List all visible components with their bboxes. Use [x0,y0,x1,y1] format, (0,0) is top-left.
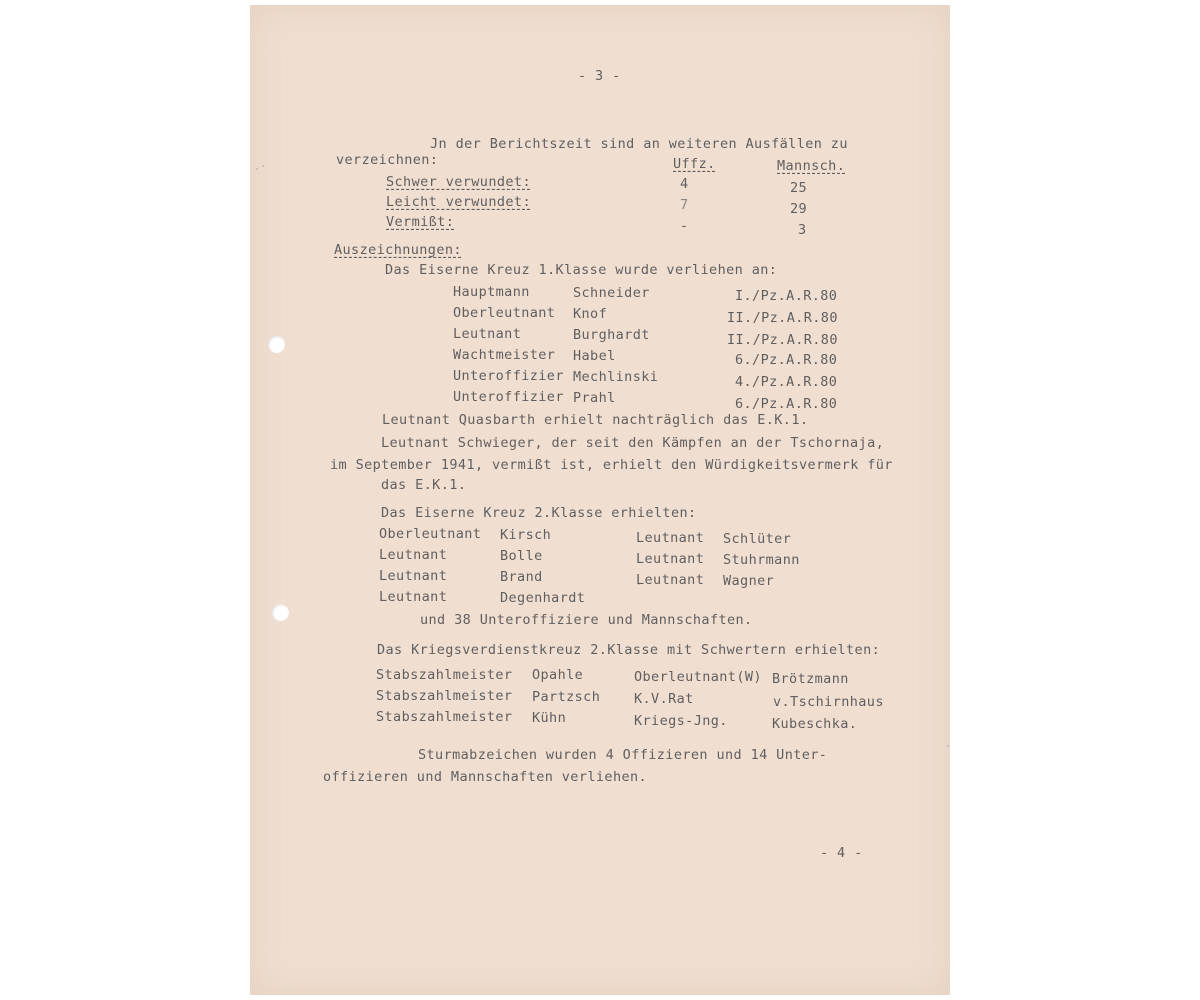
ek2-name: Bolle [500,548,543,564]
ek1-unit: 4./Pz.A.R.80 [735,374,838,390]
ek1-rank: Wachtmeister [453,347,556,363]
ek1-unit: 6./Pz.A.R.80 [735,352,838,368]
ek1-name: Knof [573,306,608,322]
ek2-name: Schlüter [723,531,792,547]
ek2-footer: und 38 Unteroffiziere und Mannschaften. [420,612,753,628]
ek1-note-schwieger-1: Leutnant Schwieger, der seit den Kämpfen an der Tschornaja, [381,435,885,451]
ek1-unit: 6./Pz.A.R.80 [735,396,838,412]
ek1-note-schwieger-3: das E.K.1. [381,477,467,493]
losses-uffz: - [680,218,689,234]
paper-speck [256,168,258,170]
losses-mannsch: 29 [790,201,808,217]
ek2-name: Wagner [723,573,775,589]
kvk2-rank-left: Stabszahlmeister [376,667,513,683]
ek1-rank: Unteroffizier [453,389,564,405]
kvk2-rank-right: Oberleutnant(W) [634,669,762,685]
sturm-line-1: Sturmabzeichen wurden 4 Offizieren und 14 Unter- [418,747,828,763]
losses-header-uffz: Uffz. [673,156,716,172]
ek2-rank: Leutnant [636,551,705,567]
kvk2-rank-left: Stabszahlmeister [376,688,513,704]
ek1-rank: Leutnant [453,326,522,342]
ek2-rank: Leutnant [636,572,705,588]
ek1-rank: Hauptmann [453,284,530,300]
ek2-rank: Oberleutnant [379,526,482,542]
losses-label: Leicht verwundet: [386,194,531,210]
next-page-marker: - 4 - [820,845,863,861]
ek1-name: Burghardt [573,327,650,343]
paper-speck [947,745,949,747]
ek2-name: Brand [500,569,543,585]
intro-line-1: Jn der Berichtszeit sind an weiteren Ausfällen zu [430,136,848,152]
punch-hole-top [268,336,285,353]
document-page [250,5,950,995]
ek2-rank: Leutnant [379,589,448,605]
losses-mannsch: 3 [798,222,807,238]
losses-uffz: 7 [680,197,689,213]
kvk2-rank-right: Kriegs-Jng. [634,713,728,729]
ek1-unit: II./Pz.A.R.80 [727,310,838,326]
intro-line-2: verzeichnen: [336,152,439,168]
losses-label: Schwer verwundet: [386,174,531,190]
kvk2-name-left: Opahle [532,667,584,683]
ek2-name: Kirsch [500,527,552,543]
paper-speck [262,165,264,167]
kvk2-name-right: Brötzmann [772,671,849,687]
kvk2-name-right: v.Tschirnhaus [773,694,884,710]
losses-uffz: 4 [680,176,689,192]
ek2-rank: Leutnant [636,530,705,546]
ek2-name: Degenhardt [500,590,586,606]
ek1-name: Prahl [573,390,616,406]
page-number: - 3 - [578,68,621,84]
losses-header-mannsch: Mannsch. [777,158,846,174]
kvk2-name-left: Partzsch [532,689,601,705]
awards-heading: Auszeichnungen: [334,242,462,258]
ek2-name: Stuhrmann [723,552,800,568]
ek1-note-quasbarth: Leutnant Quasbarth erhielt nachträglich das E.K.1. [382,412,809,428]
ek1-note-schwieger-2: im September 1941, vermißt ist, erhielt den Würdigkeitsvermerk für [330,457,893,473]
ek1-name: Schneider [573,285,650,301]
ek1-rank: Unteroffizier [453,368,564,384]
ek2-intro: Das Eiserne Kreuz 2.Klasse erhielten: [381,505,697,521]
kvk2-name-right: Kubeschka. [772,716,858,732]
kvk2-rank-left: Stabszahlmeister [376,709,513,725]
ek1-unit: II./Pz.A.R.80 [727,332,838,348]
punch-hole-bottom [272,604,289,621]
sturm-line-2: offizieren und Mannschaften verliehen. [323,769,648,785]
kvk2-intro: Das Kriegsverdienstkreuz 2.Klasse mit Schwertern erhielten: [377,642,881,658]
ek2-rank: Leutnant [379,568,448,584]
ek1-name: Habel [573,348,616,364]
ek1-name: Mechlinski [573,369,659,385]
ek2-rank: Leutnant [379,547,448,563]
losses-mannsch: 25 [790,180,808,196]
losses-label: Vermißt: [386,214,455,230]
kvk2-rank-right: K.V.Rat [634,691,694,707]
ek1-rank: Oberleutnant [453,305,556,321]
kvk2-name-left: Kühn [532,710,567,726]
ek1-intro: Das Eiserne Kreuz 1.Klasse wurde verliehen an: [385,262,778,278]
ek1-unit: I./Pz.A.R.80 [735,288,838,304]
